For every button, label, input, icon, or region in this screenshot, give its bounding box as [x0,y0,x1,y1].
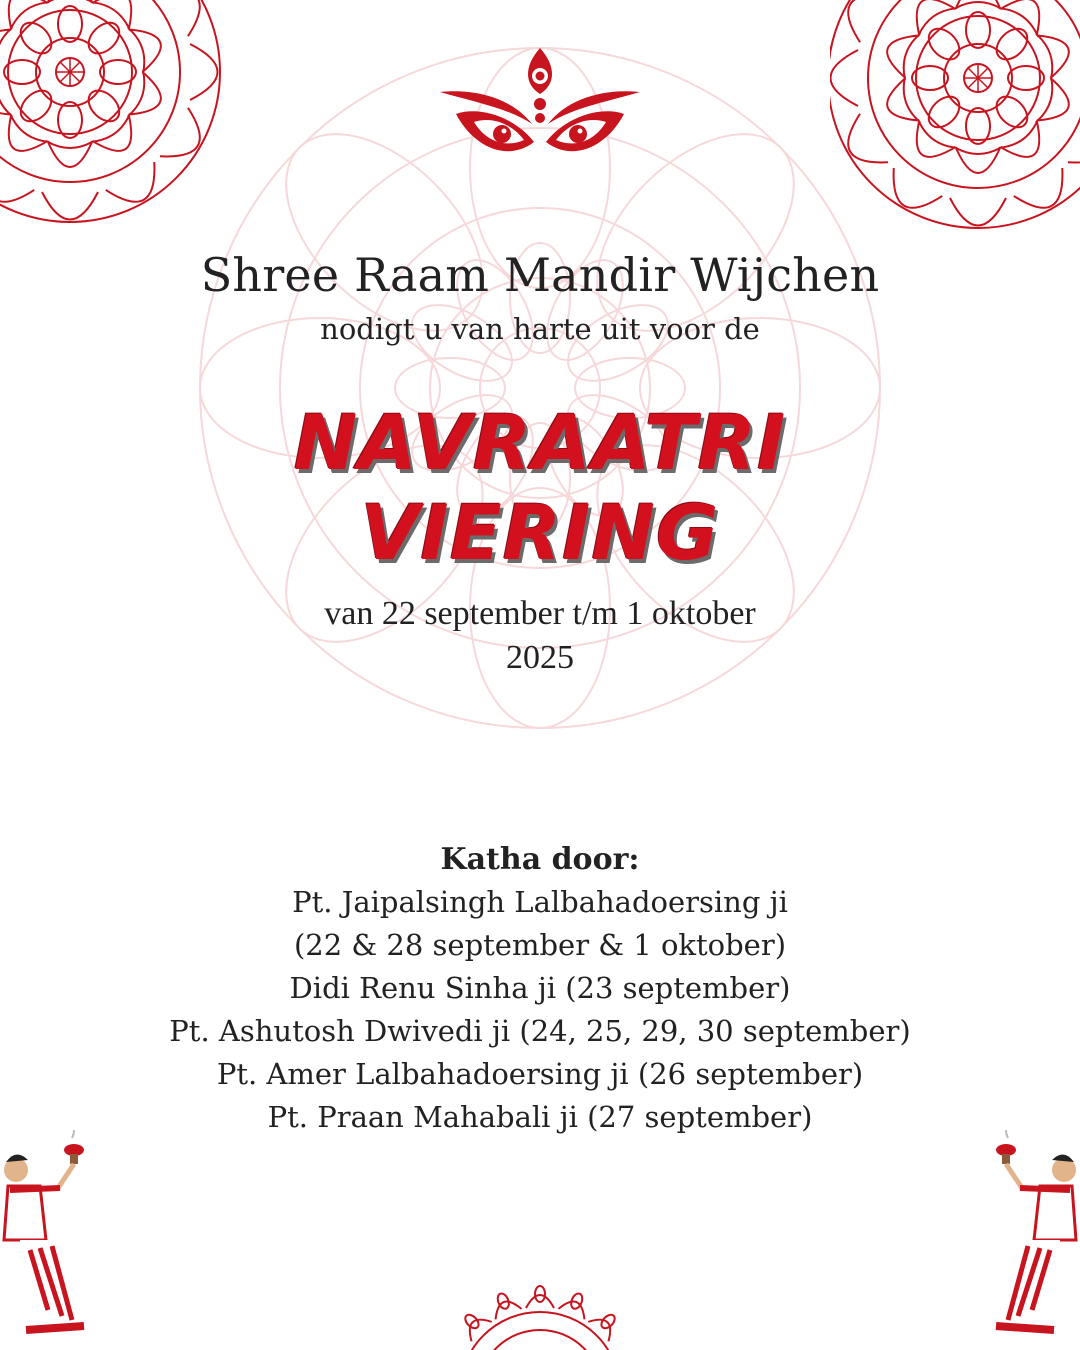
katha-line: Pt. Jaipalsingh Lalbahadoersing ji [292,885,788,919]
event-title-line1: NAVRAATRI [293,398,787,487]
katha-section [0,838,1080,1139]
katha-line: Pt. Ashutosh Dwivedi ji (24, 25, 29, 30 september) [169,1014,911,1048]
mandala-corner-icon [830,0,1080,250]
katha-line: Didi Renu Sinha ji (23 september) [289,971,791,1005]
dancer-figure-icon [980,1130,1080,1350]
mandala-corner-icon [0,0,250,250]
durga-eyes-icon [438,44,642,160]
event-dates [0,592,1080,680]
katha-line: Pt. Amer Lalbahadoersing ji (26 september) [216,1057,864,1091]
katha-heading: Katha door: [440,842,640,877]
event-dates-year: 2025 [506,639,574,676]
invitation-line: nodigt u van harte uit voor de [320,312,760,346]
organization-name: Shree Raam Mandir Wijchen [200,248,880,302]
event-title-line2: VIERING [360,488,720,577]
katha-line: Pt. Praan Mahabali ji (27 september) [267,1100,813,1134]
katha-line: (22 & 28 september & 1 oktober) [293,928,787,962]
event-dates-range: van 22 september t/m 1 oktober [324,595,756,632]
event-title [0,398,1080,578]
mandala-corner-icon [420,1282,660,1350]
dancer-figure-icon [0,1130,100,1350]
